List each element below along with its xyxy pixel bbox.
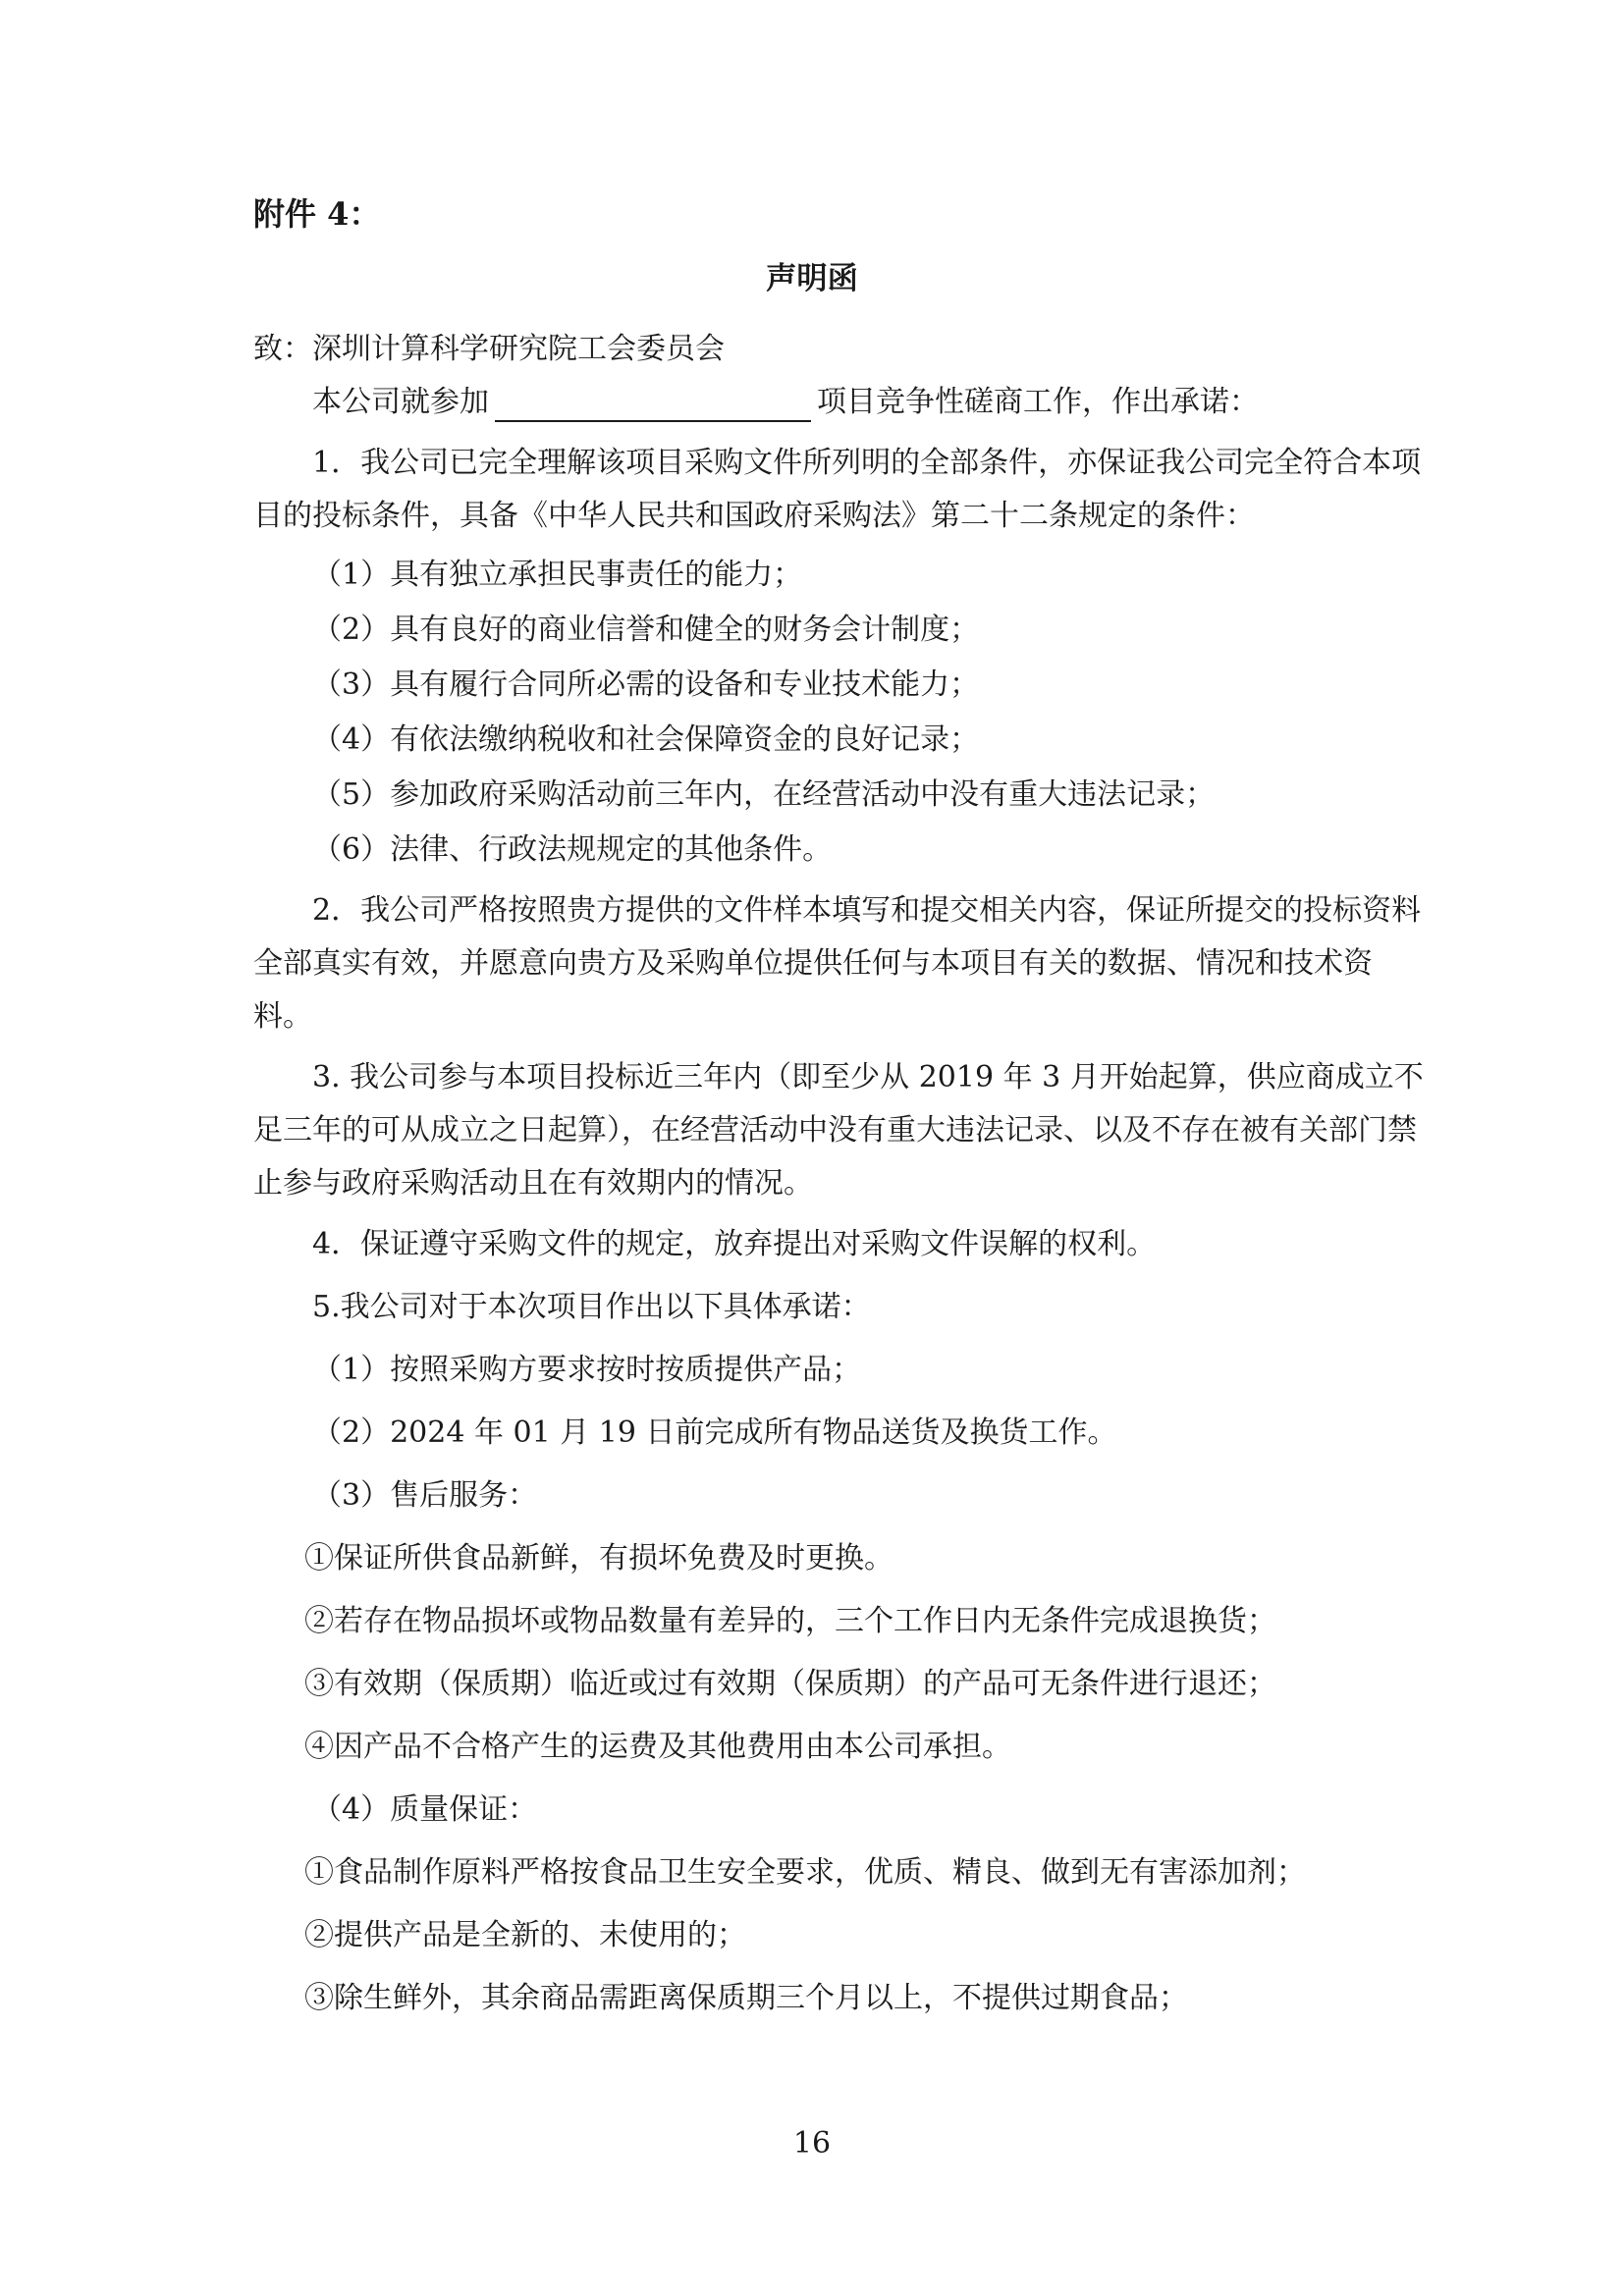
clause-2-line-3: 料。 [253,999,312,1034]
commitment-2: （2）2024 年 01 月 19 日前完成所有物品送货及换货工作。 [312,1415,1117,1450]
clause-2-line-2: 全部真实有效，并愿意向贵方及采购单位提供任何与本项目有关的数据、情况和技术资 [253,946,1373,981]
intro-suffix: 项目竞争性磋商工作，作出承诺： [817,385,1259,419]
after-sales-item-4: ④因产品不合格产生的运费及其他费用由本公司承担。 [304,1730,1011,1764]
clause-4: 4．保证遵守采购文件的规定，放弃提出对采购文件误解的权利。 [312,1227,1157,1261]
commitment-3: （3）售后服务： [312,1478,538,1513]
condition-1: （1）具有独立承担民事责任的能力； [312,558,803,592]
clause-5: 5.我公司对于本次项目作出以下具体承诺： [312,1290,871,1324]
attachment-label: 附件 4： [253,195,381,233]
condition-2: （2）具有良好的商业信誉和健全的财务会计制度； [312,613,980,647]
commitment-4: （4）质量保证： [312,1792,538,1827]
intro-prefix: 本公司就参加 [312,385,489,419]
intro-line [312,383,1259,422]
document-title: 声明函 [766,261,858,296]
clause-3-line-3: 止参与政府采购活动且在有效期内的情况。 [253,1166,813,1201]
project-name-blank [495,387,811,422]
clause-1-line-2: 目的投标条件，具备《中华人民共和国政府采购法》第二十二条规定的条件： [253,499,1255,533]
condition-3: （3）具有履行合同所必需的设备和专业技术能力； [312,667,980,702]
after-sales-item-1: ①保证所供食品新鲜，有损坏免费及时更换。 [304,1541,893,1575]
after-sales-item-3: ③有效期（保质期）临近或过有效期（保质期）的产品可无条件进行退还； [304,1667,1276,1701]
quality-item-2: ②提供产品是全新的、未使用的； [304,1918,746,1952]
quality-item-1: ①食品制作原料严格按食品卫生安全要求，优质、精良、做到无有害添加剂； [304,1855,1306,1890]
clause-3-line-2: 足三年的可从成立之日起算），在经营活动中没有重大违法记录、以及不存在被有关部门禁 [253,1113,1417,1148]
clause-2-line-1: 2．我公司严格按照贵方提供的文件样本填写和提交相关内容，保证所提交的投标资料 [312,893,1422,928]
clause-3-line-1: 3. 我公司参与本项目投标近三年内（即至少从 2019 年 3 月开始起算，供应商成立不 [312,1060,1424,1095]
commitment-1: （1）按照采购方要求按时按质提供产品； [312,1353,862,1387]
page-number: 16 [792,2126,832,2161]
after-sales-item-2: ②若存在物品损坏或物品数量有差异的，三个工作日内无条件完成退换货； [304,1604,1276,1638]
addressee-line: 致：深圳计算科学研究院工会委员会 [253,332,725,366]
quality-item-3: ③除生鲜外，其余商品需距离保质期三个月以上，不提供过期食品； [304,1981,1188,2015]
clause-1-line-1: 1．我公司已完全理解该项目采购文件所列明的全部条件，亦保证我公司完全符合本项 [312,446,1422,480]
condition-4: （4）有依法缴纳税收和社会保障资金的良好记录； [312,722,980,757]
condition-5: （5）参加政府采购活动前三年内，在经营活动中没有重大违法记录； [312,777,1216,812]
condition-6: （6）法律、行政法规规定的其他条件。 [312,832,833,867]
